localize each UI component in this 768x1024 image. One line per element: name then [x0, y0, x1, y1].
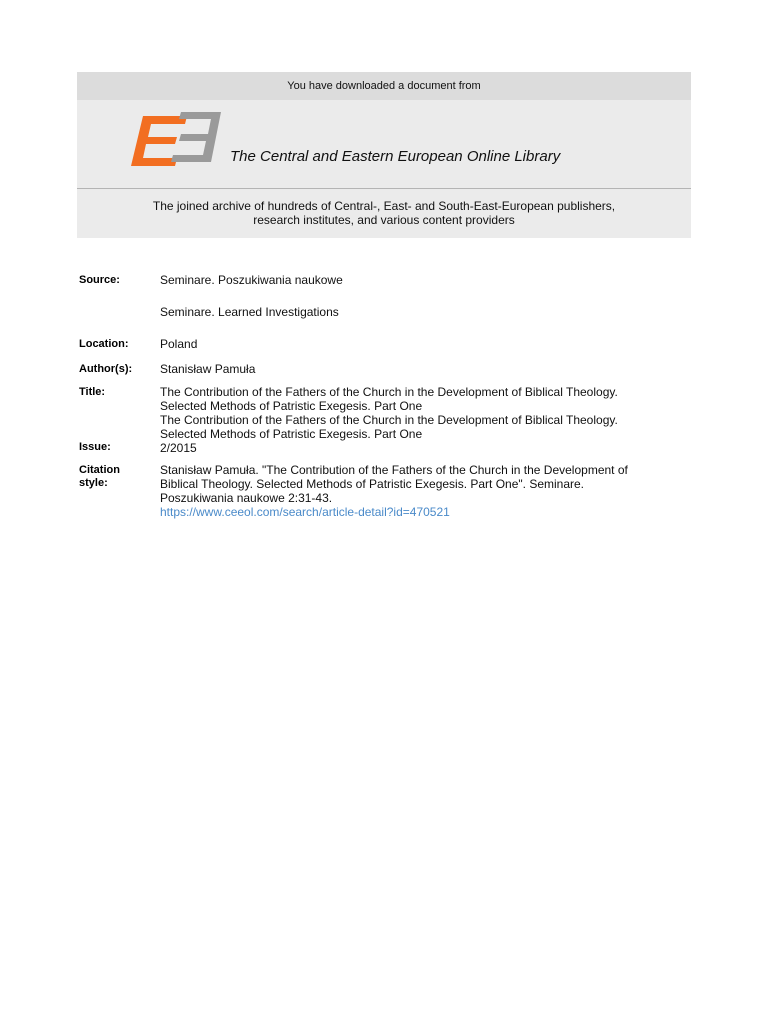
article-link[interactable]: https://www.ceeol.com/search/article-detail?id=470521 [160, 505, 450, 519]
ceeol-banner [77, 72, 691, 238]
title-value [160, 385, 680, 441]
citation-line: Poszukiwania naukowe 2:31-43. [160, 491, 333, 505]
authors-label: Author(s): [79, 363, 133, 375]
banner-divider [77, 188, 691, 189]
location-value: Poland [160, 337, 198, 351]
title-line: The Contribution of the Fathers of the Church in the Development of Biblical Theology. [160, 385, 618, 399]
citation-line: Biblical Theology. Selected Methods of Patristic Exegesis. Part One". Seminare. [160, 477, 585, 491]
download-note: You have downloaded a document from [77, 72, 691, 100]
banner-description [77, 199, 691, 227]
issue-value: 2/2015 [160, 441, 197, 455]
banner-description-line: research institutes, and various content providers [253, 213, 515, 227]
source-label: Source: [79, 274, 120, 286]
citation-label-line: style: [79, 477, 108, 489]
title-line: Selected Methods of Patristic Exegesis. Part One [160, 399, 423, 413]
citation-label-line: Citation [79, 464, 120, 476]
library-name: The Central and Eastern European Online Library [230, 148, 561, 165]
citation-label [79, 464, 120, 490]
location-label: Location: [79, 338, 129, 350]
citation-line: Stanisław Pamuła. "The Contribution of the Fathers of the Church in the Development of [160, 463, 628, 477]
citation-value [160, 463, 680, 519]
authors-value: Stanisław Pamuła [160, 362, 256, 376]
title-line: Selected Methods of Patristic Exegesis. Part One [160, 427, 423, 441]
source-value: Seminare. Poszukiwania naukowe [160, 273, 343, 287]
ceeol-logo-icon [129, 110, 223, 172]
title-label: Title: [79, 386, 106, 398]
banner-description-line: The joined archive of hundreds of Central-, East- and South-East-European publishers, [152, 199, 616, 213]
source-value-alt: Seminare. Learned Investigations [160, 305, 339, 319]
issue-label: Issue: [79, 441, 111, 453]
title-line: The Contribution of the Fathers of the Church in the Development of Biblical Theology. [160, 413, 618, 427]
